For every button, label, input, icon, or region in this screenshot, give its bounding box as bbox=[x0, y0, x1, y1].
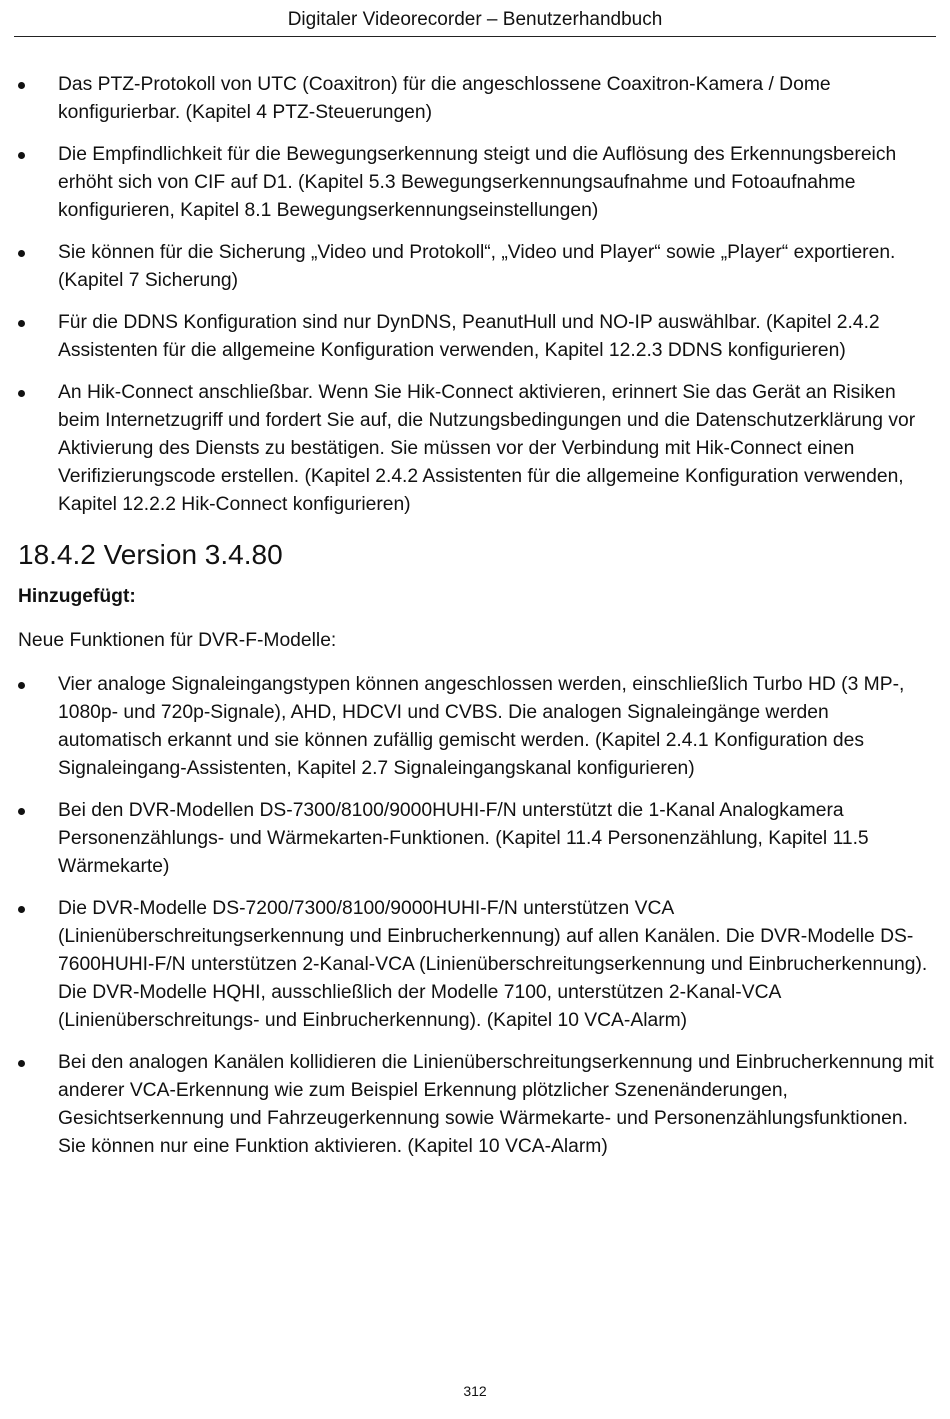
list-item: Bei den analogen Kanälen kollidieren die Linienüberschreitungserkennung und Einbrucherkennung mit anderer VCA-Erkennung wie zum Beispiel Erkennung plötzlicher Szenenänderungen, Gesichtserkennung und Fahrzeugerkennung sowie Wärmekarte- und Personenzählungsfunktionen. Sie können nur eine Funktion aktivieren. (Kapitel 10 VCA-Alarm) bbox=[18, 1049, 934, 1161]
list-item: Vier analoge Signaleingangstypen können angeschlossen werden, einschließlich Turbo HD (3 MP-, 1080p- und 720p-Signale), AHD, HDCVI und CVBS. Die analogen Signaleingänge werden automatisch erkannt und sie können zufällig gemischt werden. (Kapitel 2.4.1 Konfiguration des Signaleingang-Assistenten, Kapitel 2.7 Signaleingangskanal konfigurieren) bbox=[18, 671, 934, 783]
page-header bbox=[14, 8, 936, 37]
list-item: Die DVR-Modelle DS-7200/7300/8100/9000HUHI-F/N unterstützen VCA (Linienüberschreitungserkennung und Einbrucherkennung) auf allen Kanälen. Die DVR-Modelle DS-7600HUHI-F/N unterstützen 2-Kanal-VCA (Linienüberschreitungserkennung und Einbrucherkennung). Die DVR-Modelle HQHI, ausschließlich der Modelle 7100, unterstützen 2-Kanal-VCA (Linienüberschreitungs- und Einbrucherkennung). (Kapitel 10 VCA-Alarm) bbox=[18, 895, 934, 1035]
list-item: Das PTZ-Protokoll von UTC (Coaxitron) für die angeschlossene Coaxitron-Kamera / Dome konfigurierbar. (Kapitel 4 PTZ-Steuerungen) bbox=[18, 71, 934, 127]
feature-list-1 bbox=[18, 71, 934, 519]
header-title: Digitaler Videorecorder – Benutzerhandbuch bbox=[287, 9, 663, 30]
section-intro: Neue Funktionen für DVR-F-Modelle: bbox=[18, 630, 337, 651]
added-label: Hinzugefügt: bbox=[18, 586, 136, 607]
list-item: Die Empfindlichkeit für die Bewegungserkennung steigt und die Auflösung des Erkennungsbereich erhöht sich von CIF auf D1. (Kapitel 5.3 Bewegungserkennungsaufnahme und Fotoaufnahme konfigurieren, Kapitel 8.1 Bewegungserkennungseinstellungen) bbox=[18, 141, 934, 225]
page-content bbox=[18, 71, 934, 1175]
section-heading: 18.4.2 Version 3.4.80 bbox=[18, 539, 283, 570]
list-item: Bei den DVR-Modellen DS-7300/8100/9000HUHI-F/N unterstützt die 1-Kanal Analogkamera Personenzählungs- und Wärmekarten-Funktionen. (Kapitel 11.4 Personenzählung, Kapitel 11.5 Wärmekarte) bbox=[18, 797, 934, 881]
list-item: Für die DDNS Konfiguration sind nur DynDNS, PeanutHull und NO-IP auswählbar. (Kapitel 2.4.2 Assistenten für die allgemeine Konfiguration verwenden, Kapitel 12.2.3 DDNS konfigurieren) bbox=[18, 309, 934, 365]
page-number: 312 bbox=[463, 1383, 487, 1399]
list-item: An Hik-Connect anschließbar. Wenn Sie Hik-Connect aktivieren, erinnert Sie das Gerät an Risiken beim Internetzugriff und fordert Sie auf, die Nutzungsbedingungen und die Datenschutzerklärung vor Aktivierung des Diensts zu bestätigen. Sie müssen vor der Verbindung mit Hik-Connect einen Verifizierungscode erstellen. (Kapitel 2.4.2 Assistenten für die allgemeine Konfiguration verwenden, Kapitel 12.2.2 Hik-Connect konfigurieren) bbox=[18, 379, 934, 519]
feature-list-2 bbox=[18, 671, 934, 1161]
list-item: Sie können für die Sicherung „Video und Protokoll“, „Video und Player“ sowie „Player“ exportieren. (Kapitel 7 Sicherung) bbox=[18, 239, 934, 295]
